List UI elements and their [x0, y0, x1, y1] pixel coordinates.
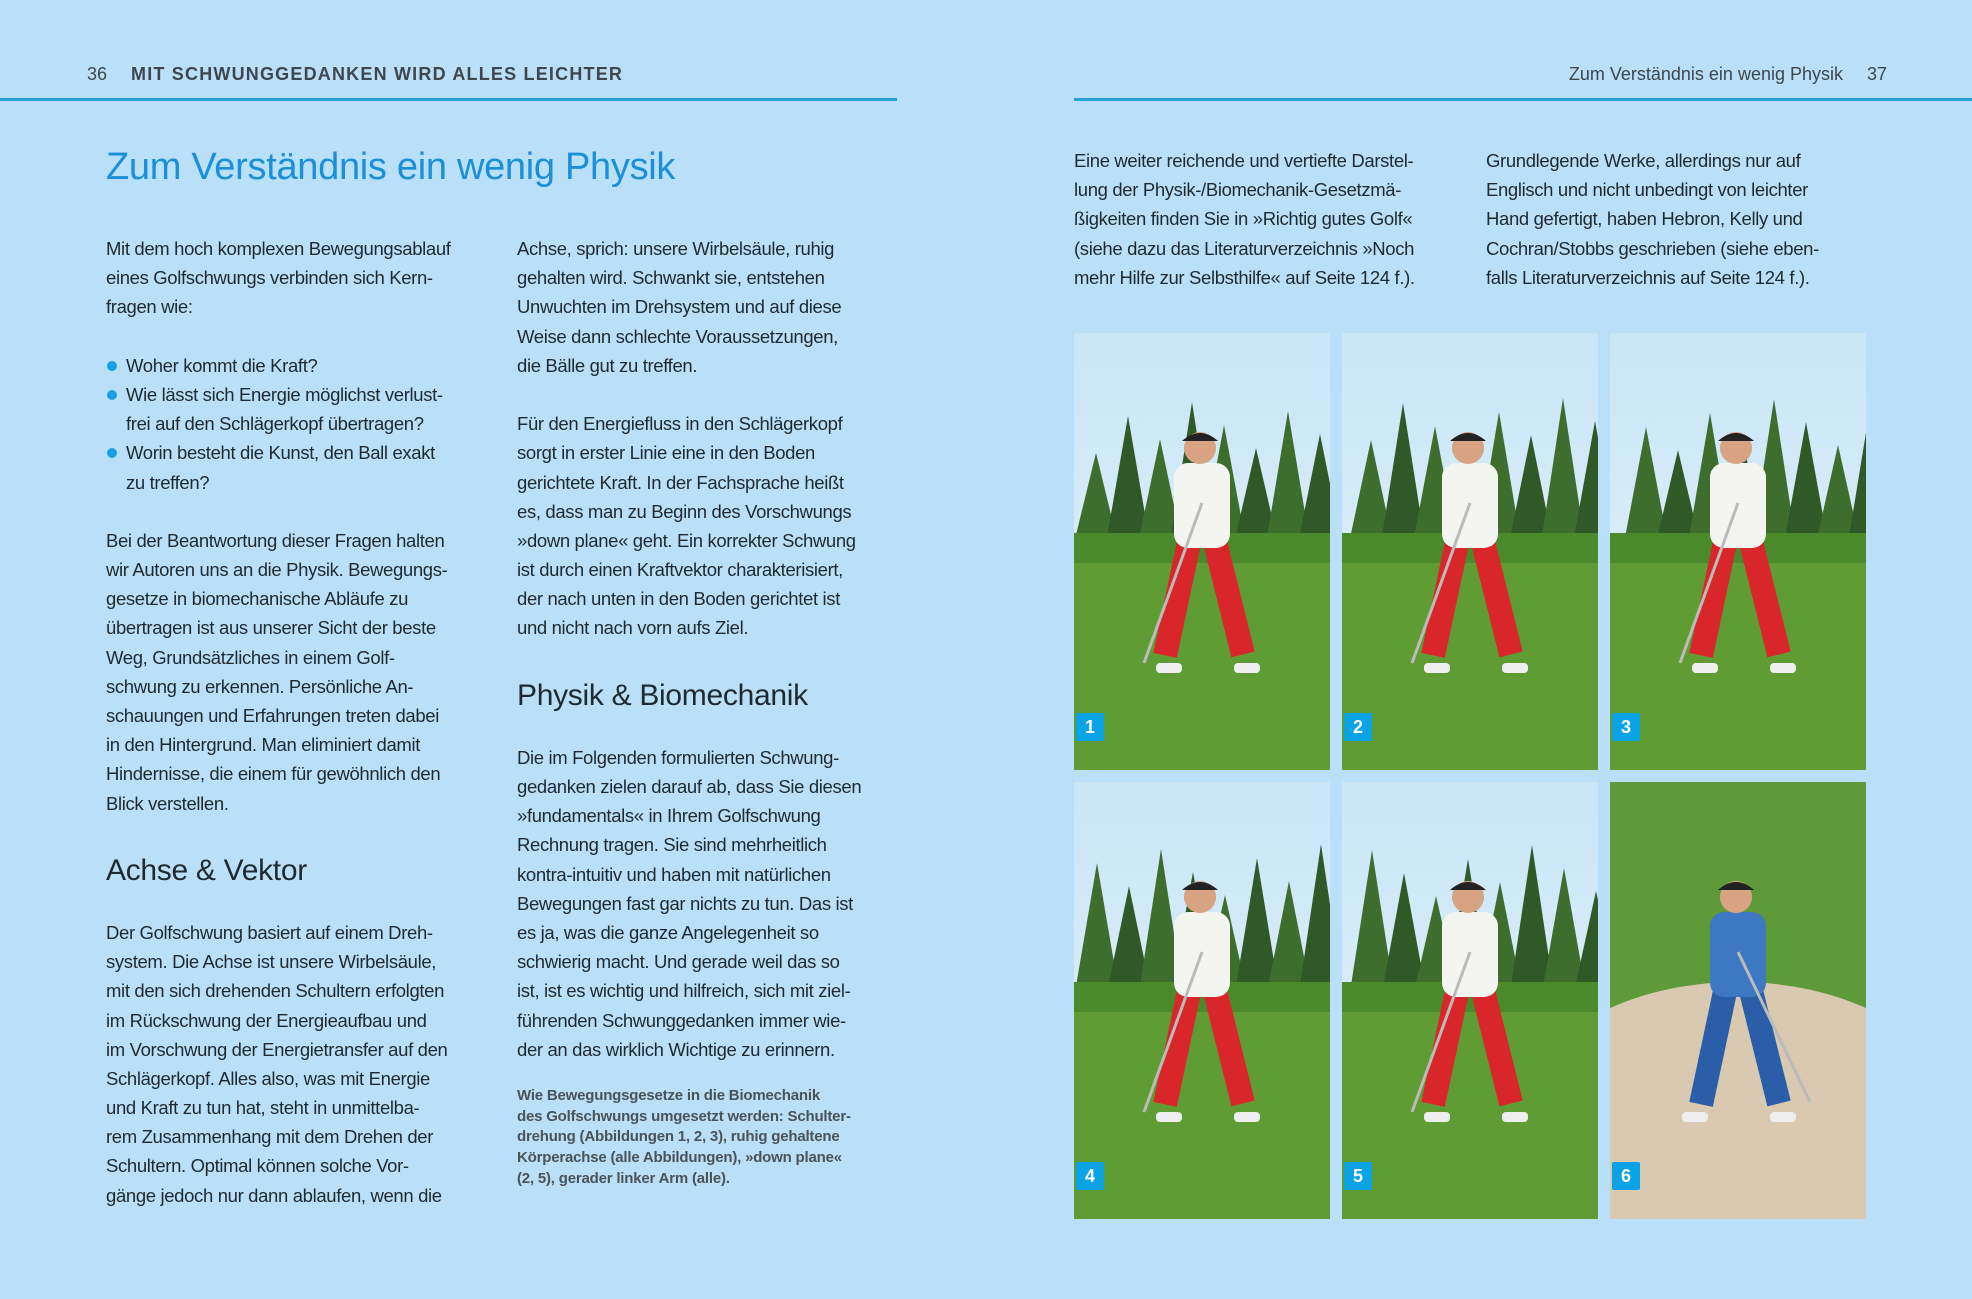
text-line: (siehe dazu das Literaturverzeichnis »Noch: [1074, 237, 1415, 259]
text-line: zu treffen?: [126, 471, 210, 493]
text-line: ist, ist es wichtig und hilfreich, sich mit ziel-: [517, 980, 851, 1002]
text-line: schauungen und Erfahrungen treten dabei: [106, 705, 439, 726]
text-line: gerichtete Kraft. In der Fachsprache heißt: [517, 471, 844, 493]
photo-image: [1610, 782, 1866, 1219]
text-line: Blick verstellen.: [106, 792, 229, 814]
text-line: im Vorschwung der Energietransfer auf den: [106, 1038, 448, 1060]
text-line: Grundlegende Werke, allerdings nur auf: [1486, 150, 1801, 171]
text-line: schwung zu erkennen. Persönliche An-: [106, 675, 414, 697]
text-line: Achse, sprich: unsere Wirbelsäule, ruhig: [517, 238, 835, 259]
text-line: Hindernisse, die einem für gewöhnlich den: [106, 763, 441, 785]
photo-number-badge: 2: [1344, 713, 1372, 741]
text-line: (2, 5), gerader linker Arm (alle).: [517, 1170, 730, 1188]
text-line: ist durch einen Kraftvektor charakterisiert,: [517, 559, 843, 581]
golf-swing-photo-4: [1074, 782, 1330, 1219]
text-line: Weg, Grundsätzliches in einem Golf-: [106, 646, 395, 668]
bullet-icon: [107, 361, 117, 371]
photo-image: [1610, 333, 1866, 770]
text-line: gedanken zielen darauf ab, dass Sie diesen: [517, 776, 862, 797]
text-line: übertragen ist aus unserer Sicht der beste: [106, 617, 436, 639]
text-line: lung der Physik-/Biomechanik-Gesetzmä-: [1074, 179, 1402, 201]
text-line: Woher kommt die Kraft?: [126, 354, 318, 376]
text-line: Hand gefertigt, haben Hebron, Kelly und: [1486, 208, 1803, 230]
text-line: es ja, was die ganze Angelegenheit so: [517, 921, 819, 943]
swing-thoughts-paragraph: [517, 743, 897, 1064]
text-line: Körperachse (alle Abbildungen), »down plane«: [517, 1149, 842, 1167]
question-list: [106, 351, 486, 497]
physics-paragraph: [106, 526, 486, 818]
text-line: Der Golfschwung basiert auf einem Dreh-: [106, 921, 433, 943]
section-running-title: Zum Verständnis ein wenig Physik: [1568, 64, 1843, 84]
text-line: drehung (Abbildungen 1, 2, 3), ruhig gehaltene: [517, 1128, 840, 1146]
intro-paragraph: [106, 234, 486, 322]
list-item: [106, 351, 486, 380]
text-line: »down plane« geht. Ein korrekter Schwung: [517, 529, 856, 551]
photo-number-badge: 4: [1076, 1162, 1104, 1190]
text-line: in den Hintergrund. Man eliminiert damit: [106, 734, 421, 756]
heading-physik-biomechanik: Physik & Biomechanik: [517, 678, 808, 712]
energy-flow-paragraph: [517, 409, 897, 643]
text-line: gehalten wird. Schwankt sie, entstehen: [517, 267, 825, 289]
text-line: Wie lässt sich Energie möglichst verlust-: [126, 383, 443, 405]
text-line: und nicht nach vorn aufs Ziel.: [517, 617, 749, 639]
page-number-left: 36: [87, 64, 108, 84]
photo-image: [1074, 333, 1330, 770]
photo-image: [1342, 782, 1598, 1219]
text-line: es, dass man zu Beginn des Vorschwungs: [517, 500, 852, 522]
text-line: der an das wirklich Wichtige zu erinnern.: [517, 1038, 835, 1060]
text-line: Mit dem hoch komplexen Bewegungsablauf: [106, 238, 451, 259]
text-line: gesetze in biomechanische Abläufe zu: [106, 588, 409, 610]
golf-swing-photo-3: [1610, 333, 1866, 770]
text-line: Eine weiter reichende und vertiefte Darstel-: [1074, 150, 1414, 171]
heading-achse-vektor: Achse & Vektor: [106, 853, 307, 887]
photo-number-badge: 6: [1612, 1162, 1640, 1190]
literature-paragraph: [1074, 146, 1454, 292]
text-line: gänge jedoch nur dann ablaufen, wenn die: [106, 1184, 442, 1206]
text-line: Für den Energiefluss in den Schlägerkopf: [517, 413, 843, 435]
text-line: im Rückschwung der Energieaufbau und: [106, 1009, 427, 1031]
chapter-title: MIT SCHWUNGGEDANKEN WIRD ALLES LEICHTER: [131, 64, 624, 84]
text-line: Rechnung tragen. Sie sind mehrheitlich: [517, 834, 827, 856]
text-line: schwierig macht. Und gerade weil das so: [517, 951, 840, 973]
axis-paragraph: [106, 918, 486, 1210]
text-line: frei auf den Schlägerkopf übertragen?: [126, 413, 424, 435]
header-rule-left: [0, 98, 897, 101]
list-item: [106, 380, 486, 438]
text-line: fragen wie:: [106, 296, 193, 318]
photo-image: [1074, 782, 1330, 1219]
text-line: Weise dann schlechte Voraussetzungen,: [517, 325, 838, 347]
photo-image: [1342, 333, 1598, 770]
left-column-1: [106, 234, 486, 1239]
text-line: wir Autoren uns an die Physik. Bewegungs-: [106, 559, 448, 581]
bullet-icon: [107, 448, 117, 458]
text-line: des Golfschwungs umgesetzt werden: Schulter-: [517, 1107, 851, 1125]
left-column-2: [517, 234, 897, 1190]
text-line: die Bälle gut zu treffen.: [517, 354, 698, 376]
text-line: Wie Bewegungsgesetze in die Biomechanik: [517, 1086, 820, 1104]
text-line: Unwuchten im Drehsystem und auf diese: [517, 296, 842, 318]
text-line: und Kraft zu tun hat, steht in unmittelba-: [106, 1097, 420, 1119]
text-line: der nach unten in den Boden gerichtet ist: [517, 588, 840, 610]
photo-caption: [517, 1086, 897, 1190]
photo-number-badge: 1: [1076, 713, 1104, 741]
text-line: »fundamentals« in Ihrem Golfschwung: [517, 805, 821, 827]
text-line: sorgt in erster Linie eine in den Boden: [517, 442, 815, 464]
text-line: kontra-intuitiv und haben mit natürlichen: [517, 863, 831, 885]
text-line: Bewegungen fast gar nichts zu tun. Das ist: [517, 892, 853, 914]
text-line: eines Golfschwungs verbinden sich Kern-: [106, 267, 433, 289]
axis-continued-paragraph: [517, 234, 897, 380]
text-line: rem Zusammenhang mit dem Drehen der: [106, 1126, 434, 1148]
text-line: Worin besteht die Kunst, den Ball exakt: [126, 442, 435, 464]
text-line: Cochran/Stobbs geschrieben (siehe eben-: [1486, 237, 1819, 259]
right-column-2: [1486, 146, 1866, 321]
page-title: Zum Verständnis ein wenig Physik: [106, 146, 676, 188]
golf-swing-photo-2: [1342, 333, 1598, 770]
photo-number-badge: 5: [1344, 1162, 1372, 1190]
english-works-paragraph: [1486, 146, 1866, 292]
text-line: ßigkeiten finden Sie in »Richtig gutes Golf«: [1074, 208, 1413, 230]
golf-swing-photo-1: [1074, 333, 1330, 770]
text-line: Bei der Beantwortung dieser Fragen halten: [106, 529, 445, 551]
text-line: mit den sich drehenden Schultern erfolgten: [106, 980, 445, 1002]
text-line: Englisch und nicht unbedingt von leichter: [1486, 179, 1808, 201]
header-rule-right: [1074, 98, 1972, 101]
photo-number-badge: 3: [1612, 713, 1640, 741]
text-line: führenden Schwunggedanken immer wie-: [517, 1009, 846, 1031]
list-item: [106, 438, 486, 496]
text-line: falls Literaturverzeichnis auf Seite 124 f.).: [1486, 266, 1810, 288]
bullet-icon: [107, 390, 117, 400]
text-line: Die im Folgenden formulierten Schwung-: [517, 746, 839, 768]
page-number-right: 37: [1867, 64, 1888, 84]
text-line: Schlägerkopf. Alles also, was mit Energie: [106, 1067, 430, 1089]
text-line: mehr Hilfe zur Selbsthilfe« auf Seite 124 f.).: [1074, 266, 1415, 288]
right-column-1: [1074, 146, 1454, 321]
golf-swing-photo-5: [1342, 782, 1598, 1219]
golf-swing-photo-6: [1610, 782, 1866, 1219]
text-line: system. Die Achse ist unsere Wirbelsäule,: [106, 951, 437, 973]
text-line: Schultern. Optimal können solche Vor-: [106, 1155, 409, 1177]
